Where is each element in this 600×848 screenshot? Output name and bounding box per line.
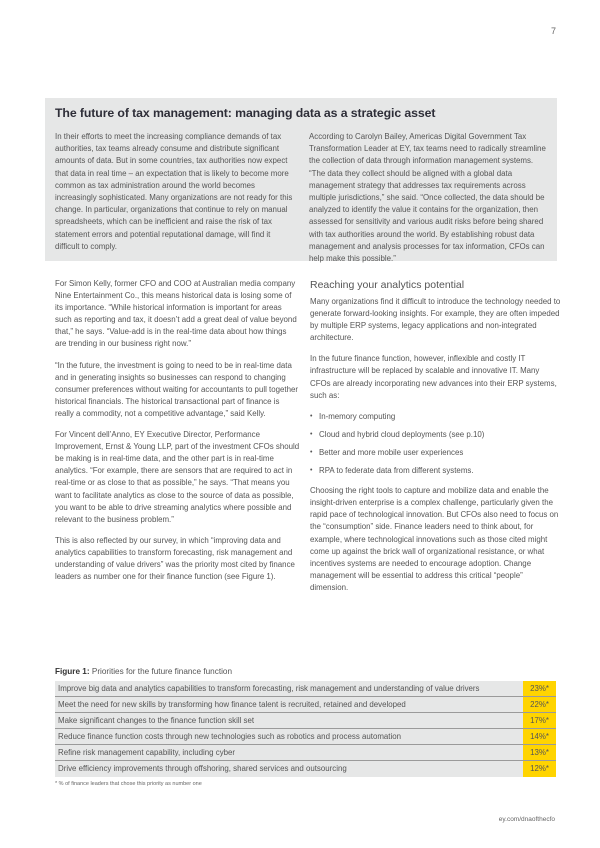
figure-title [55, 667, 232, 676]
table-row [55, 681, 556, 697]
paragraph: This is also reflected by our survey, in which “improving data and analytics capabilities to transform forecasting, risk management and understanding of value drivers” was the priority most cited by finance leaders as number one for their finance function (see Figure 1). [55, 535, 295, 582]
paragraph: Choosing the right tools to capture and mobilize data and enable the insight-driven enterprise is a complex challenge, particularly given the rapid pace of technological innovation. But CFOs also need to focus on the “consumption” side. Finance leaders need to think about, for example, where technological innovations such as those cited might come up against the brick wall of organizational resistance, or what incentives systems are needed to encourage adoption. Change management will be essential to address this critical “people” dimension. [310, 486, 559, 592]
bullet-list [310, 411, 562, 477]
figure-caption: Priorities for the future finance function [91, 667, 233, 676]
priorities-table [55, 681, 556, 777]
left-column [55, 278, 300, 592]
bullet-item: • In-memory computing [310, 411, 562, 423]
table-row [55, 745, 556, 761]
table-row [55, 729, 556, 745]
table-row [55, 761, 556, 777]
sidebar-box-right-paragraph: According to Carolyn Bailey, Americas Digital Government Tax Transformation Leader at EY, tax teams need to radically streamline the collection of data through information management systems. “The data they collect should be aligned with a global data management strategy that addresses tax requirements across multiple jurisdictions,” she said. “Once collected, the data should be analyzed to identify the value it contains for the organization, then assessed for sensitivity and various audit risks before being shared with tax authorities around the world. By establishing robust data management and analysis processes for tax information, CFOs can help make this possible.” [309, 132, 546, 264]
row-value: 13%* [523, 745, 556, 760]
figure-label: Figure 1: [55, 667, 90, 676]
bullet-item: • RPA to federate data from different systems. [310, 465, 562, 477]
row-label: Reduce finance function costs through new technologies such as robotics and process automation [55, 729, 523, 744]
paragraph: For Vincent dell’Anno, EY Executive Director, Performance Improvement, Ernst & Young LLP, part of the investment CFOs should be making is in real-time data, and the other part is in real-time analytics. “For example, there are sensors that are required to act in real-time or as close to that as possible,” he says. “That means you want to facilitate analytics as close to the source of data as possible, you want to be able to drive streaming analytics where possible and relevant to the business problem.” [55, 430, 300, 524]
paragraph: For Simon Kelly, former CFO and COO at Australian media company Nine Entertainment Co., this means historical data is losing some of its importance. “While historical information is important for areas such as reporting and tax, it doesn’t add a great deal of value beyond that,” he says. “Value-add is in the real-time data about how things are trending in our business right now.” [55, 279, 297, 349]
paragraph: In the future finance function, however, inflexible and costly IT infrastructure will be replaced by scalable and innovative IT. Many CFOs are already incorporating new advances into their ERP systems, such as: [310, 354, 557, 400]
figure-footnote: * % of finance leaders that chose this priority as number one [55, 781, 202, 787]
bullet-item: • Cloud and hybrid cloud deployments (see p.10) [310, 429, 562, 441]
sidebar-box-right-column [309, 131, 549, 265]
table-row [55, 697, 556, 713]
sidebar-box [45, 98, 557, 264]
row-label: Drive efficiency improvements through offshoring, shared services and outsourcing [55, 761, 523, 777]
row-value: 14%* [523, 729, 556, 744]
right-column [310, 296, 562, 603]
paragraph: “In the future, the investment is going to need to be in real-time data and in generating insights so businesses can respond to changing consumer preferences without waiting for accountants to pull together historical financials. The historical transactional part of finance is really a commodity, not a competitive advantage,” said Kelly. [55, 360, 298, 418]
table-row [55, 713, 556, 729]
row-value: 12%* [523, 761, 556, 777]
row-label: Refine risk management capability, including cyber [55, 745, 523, 760]
row-label: Meet the need for new skills by transforming how finance talent is recruited, retained and developed [55, 697, 523, 712]
sidebar-box-left-column [55, 131, 295, 253]
row-label: Improve big data and analytics capabilities to transform forecasting, risk management and understanding of value drivers [55, 681, 523, 696]
bullet-item: • Better and more mobile user experiences [310, 447, 562, 459]
row-value: 17%* [523, 713, 556, 728]
footer-url[interactable]: ey.com/dnaofthecfo [498, 816, 555, 823]
row-value: 23%* [523, 681, 556, 696]
row-label: Make significant changes to the finance function skill set [55, 713, 523, 728]
page-number: 7 [550, 26, 556, 36]
sidebar-box-left-paragraph: In their efforts to meet the increasing compliance demands of tax authorities, tax teams already consume and distribute significant amounts of data. But in some countries, tax authorities now expect that data in real time – an expectation that is likely to become more common as tax administration around the world becomes increasingly sophisticated. Many organizations are not ready for this change. In particular, organizations that continue to rely on manual spreadsheets, which can be inefficient and raise the risk of tax statement errors and potential reputational damage, will find it difficult to comply. [55, 132, 293, 251]
paragraph: Many organizations find it difficult to introduce the technology needed to generate forward-looking insights. For example, they are often impeded by multiple ERP systems, legacy applications and non-integrated architecture. [310, 297, 561, 343]
section-heading: Reaching your analytics potential [310, 279, 465, 291]
sidebar-box-title: The future of tax management: managing data as a strategic asset [55, 106, 436, 120]
row-value: 22%* [523, 697, 556, 712]
